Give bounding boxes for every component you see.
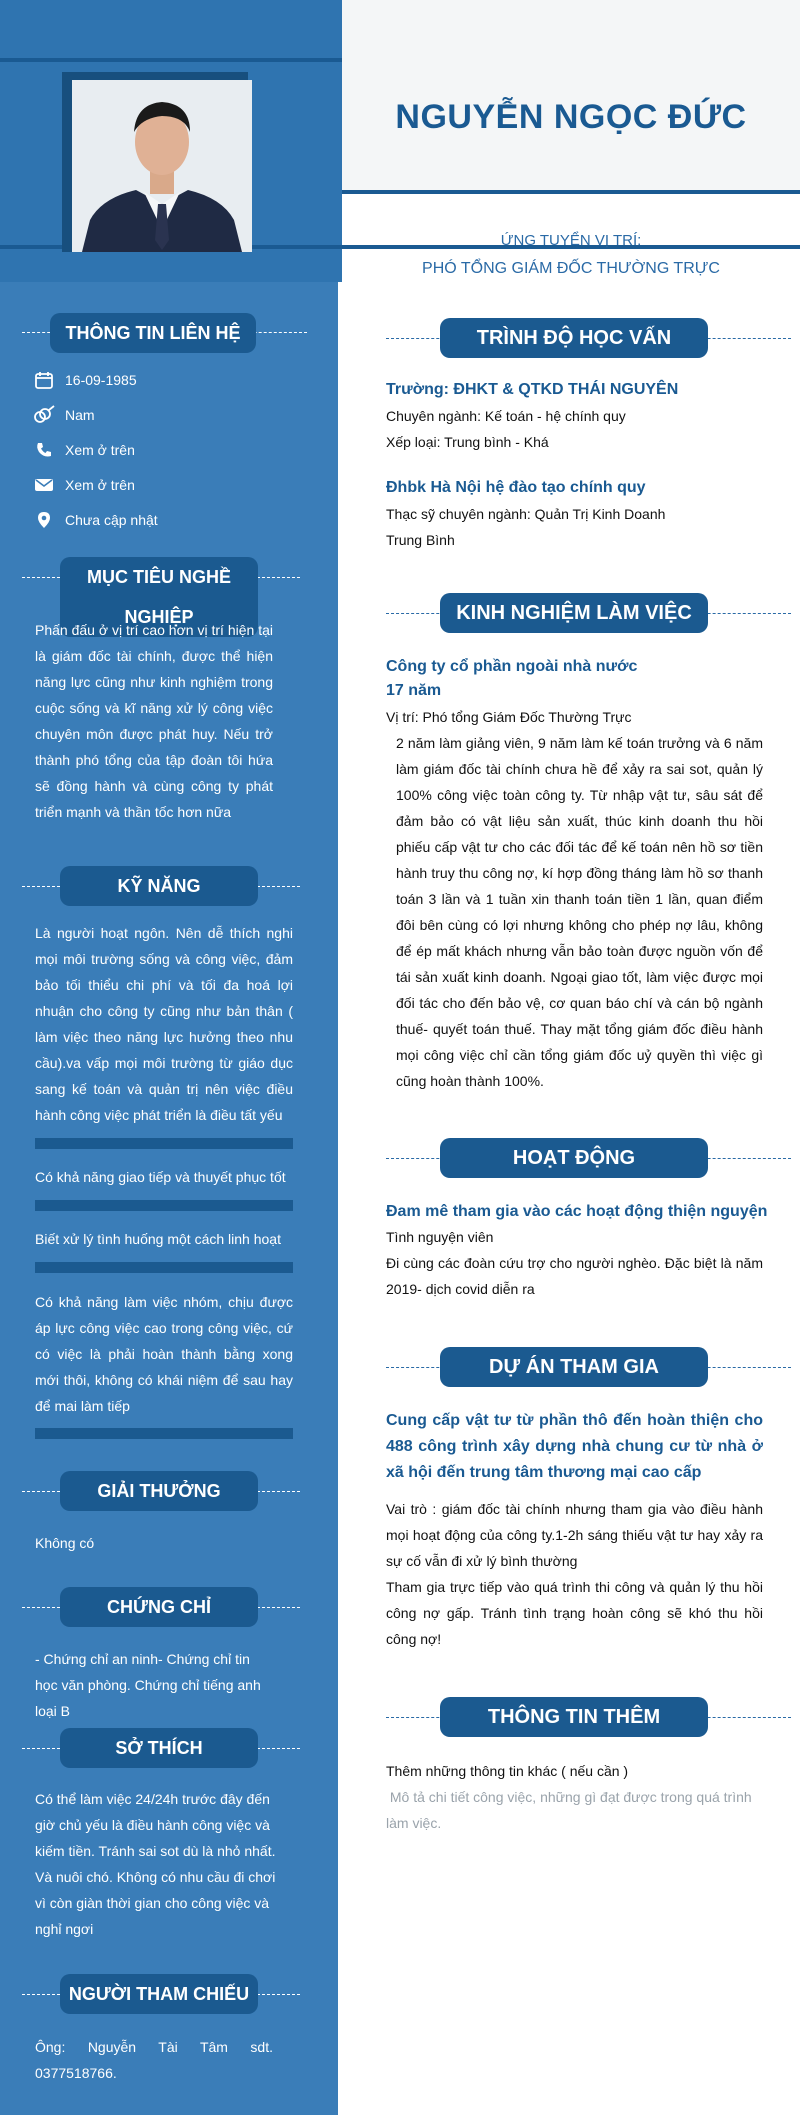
references-text: Ông: Nguyễn Tài Tâm sdt. 0377518766. bbox=[35, 2039, 273, 2081]
education-detail: Chuyên ngành: Kế toán - hệ chính quy bbox=[386, 408, 626, 424]
education-detail: Trung Bình bbox=[386, 532, 455, 548]
header-right-panel bbox=[342, 0, 800, 192]
skill-item: Có khả năng làm việc nhóm, chịu được áp lực công việc cao trong công việc, cứ có việc là phải hoàn thành bằng xong mới thôi, không có khái niệm để sau hay để mai làm tiếp bbox=[35, 1294, 293, 1414]
location-pin-icon bbox=[32, 508, 56, 532]
education-detail: Thạc sỹ chuyên ngành: Quản Trị Kinh Doanh bbox=[386, 506, 666, 522]
certificates-text: - Chứng chỉ an ninh- Chứng chỉ tin học văn phòng. Chứng chỉ tiếng anh loại B bbox=[35, 1651, 261, 1719]
education-school: Trường: ĐHKT & QTKD THÁI NGUYÊN bbox=[386, 381, 679, 398]
section-title-contact: THÔNG TIN LIÊN HỆ bbox=[50, 313, 256, 353]
skill-item: Là người hoạt ngôn. Nên dễ thích nghi mọi môi trường sống và công việc, đảm bảo tối thiểu chi phí và tối đa hoá lợi nhuận cho công ty cũng như bản thân ( làm việc theo năng lực hưởng theo nhu cầu).va vấp mọi môi trường từ giáo dục sang kế toán và quản trị nên việc điều hành công việc phát triển là điều tất yếu bbox=[35, 925, 293, 1123]
contact-birthdate bbox=[32, 367, 137, 393]
header-line-right bbox=[342, 190, 800, 194]
project-role-text: Vai trò : giám đốc tài chính nhưng tham gia vào điều hành mọi hoạt động của công ty.1-2h sáng thiếu vật tư hay xảy ra sự cố vẫn đi xử lý bình thường bbox=[386, 1501, 763, 1569]
section-title-education: TRÌNH ĐỘ HỌC VẤN bbox=[440, 318, 708, 358]
project-detail-text: Tham gia trực tiếp vào quá trình thi công và quản lý thu hồi công nợ gấp. Tránh tình trạng hoàn công sẽ khó thu hồi công nợ! bbox=[386, 1579, 763, 1647]
apply-position-label: ỨNG TUYỂN VỊ TRÍ: bbox=[500, 232, 642, 249]
apply-position: PHÓ TỔNG GIÁM ĐỐC THƯỜNG TRỰC bbox=[422, 260, 720, 277]
section-title-skills: KỸ NĂNG bbox=[60, 866, 258, 906]
contact-email bbox=[32, 472, 135, 498]
section-title-references: NGƯỜI THAM CHIẾU bbox=[60, 1974, 258, 2014]
candidate-name: NGUYỄN NGỌC ĐỨC bbox=[395, 98, 747, 136]
email-icon bbox=[32, 473, 56, 497]
contact-value: Chưa cập nhật bbox=[65, 512, 158, 528]
experience-description: 2 năm làm giảng viên, 9 năm làm kế toán trưởng và 6 năm làm giám đốc tài chính chưa hề để xảy ra sai sot, quản lý 100% công việc toàn công ty. Từ nhập vật tư, sâu sát để đảm bảo có vật liệu sản xuất, thúc kinh doanh thu hồi phiếu cấp vật tư cho các đối tác để kế toán nên hồ sơ tiền hành truy thu công nợ, kí hợp đồng tháng làm hồ sơ thanh toán 3 lần và 1 tuần xin thanh toán tiền 1 lần, quan điểm đôi bên cùng có lợi nhưng không cho phép nợ lâu, không để ép mất khách nhưng vẫn bảo toàn được nguồn vốn để tái sản xuất kinh doanh. Ngoại giao tốt, làm việc được mọi đối tác cho đến bảo vệ, cơ quan báo chí và cán bộ ngành thuế- quyết toán thuế. Thay mặt tổng giám đốc điều hành mọi công việc chỉ cần tổng giám đốc uỷ quyền thì việc gì cũng hoàn thành 100%. bbox=[396, 735, 763, 1089]
contact-phone bbox=[32, 437, 135, 463]
contact-address bbox=[32, 507, 158, 533]
contact-value: Xem ở trên bbox=[65, 442, 135, 458]
phone-icon bbox=[32, 438, 56, 462]
skill-item: Có khả năng giao tiếp và thuyết phục tốt bbox=[35, 1169, 286, 1185]
activity-organization: Đam mê tham gia vào các hoạt động thiện nguyện bbox=[386, 1203, 768, 1220]
avatar bbox=[72, 80, 252, 252]
activity-description: Đi cùng các đoàn cứu trợ cho người nghèo. Đặc biệt là năm 2019- dịch covid diễn ra bbox=[386, 1255, 763, 1297]
section-title-certificates: CHỨNG CHỈ bbox=[60, 1587, 258, 1627]
skill-separator-bar bbox=[35, 1428, 293, 1439]
hobbies-text: Có thể làm việc 24/24h trước đây đến giờ chủ yếu là điều hành công việc và kiếm tiền. Tránh sai sot dù là nhỏ nhất. Và nuôi chó. Không có nhu cầu đi chơi vì còn giàn thời gian cho công việc và nghỉ ngơi bbox=[35, 1791, 276, 1937]
gender-icon bbox=[32, 403, 56, 427]
contact-gender bbox=[32, 402, 95, 428]
contact-value: Xem ở trên bbox=[65, 477, 135, 493]
contact-value: Nam bbox=[65, 407, 95, 423]
experience-role: Vị trí: Phó tổng Giám Đốc Thường Trực bbox=[386, 709, 632, 725]
contact-value: 16-09-1985 bbox=[65, 372, 137, 388]
section-title-line: NGHIỆP bbox=[124, 607, 194, 627]
calendar-icon bbox=[32, 368, 56, 392]
experience-company: Công ty cổ phần ngoài nhà nước bbox=[386, 658, 638, 675]
section-title-experience: KINH NGHIỆM LÀM VIỆC bbox=[440, 593, 708, 633]
section-title-line: MỤC TIÊU NGHỀ bbox=[87, 567, 231, 587]
section-title-projects: DỰ ÁN THAM GIA bbox=[440, 1347, 708, 1387]
header-line-left bbox=[0, 58, 342, 62]
skill-separator-bar bbox=[35, 1138, 293, 1149]
additional-placeholder: Mô tả chi tiết công việc, những gì đạt được trong quá trình làm việc. bbox=[386, 1789, 756, 1831]
education-school: Đhbk Hà Nội hệ đào tạo chính quy bbox=[386, 479, 646, 496]
section-title-activities: HOẠT ĐỘNG bbox=[440, 1138, 708, 1178]
skill-separator-bar bbox=[35, 1200, 293, 1211]
section-title-additional: THÔNG TIN THÊM bbox=[440, 1697, 708, 1737]
section-title-awards: GIẢI THƯỞNG bbox=[60, 1471, 258, 1511]
education-detail: Xếp loại: Trung bình - Khá bbox=[386, 434, 549, 450]
project-name: Cung cấp vật tư từ phần thô đến hoàn thiện cho 488 công trình xây dựng nhà chung cư từ nhà ở xã hội đến trung tâm thương mại cao cấp bbox=[386, 1412, 763, 1481]
skill-item: Biết xử lý tình huống một cách linh hoạt bbox=[35, 1231, 281, 1247]
additional-info: Thêm những thông tin khác ( nếu cần ) bbox=[386, 1763, 629, 1779]
objective-text: Phấn đấu ở vị trí cao hơn vị trí hiện tại là giám đốc tài chính, được thể hiện năng lực cũng như kinh nghiệm trong cuộc sống và kĩ năng xử lý công việc chuyên môn được phát huy. Nếu trở thành phó tổng của tập đoàn tôi hứa sẽ đồng hành và cùng công ty phát triển mạnh và thần tốc hơn nữa bbox=[35, 622, 273, 820]
section-title-hobbies: SỞ THÍCH bbox=[60, 1728, 258, 1768]
awards-text: Không có bbox=[35, 1535, 95, 1551]
experience-duration: 17 năm bbox=[386, 682, 442, 699]
activity-role: Tình nguyện viên bbox=[386, 1229, 494, 1245]
skill-separator-bar bbox=[35, 1262, 293, 1273]
